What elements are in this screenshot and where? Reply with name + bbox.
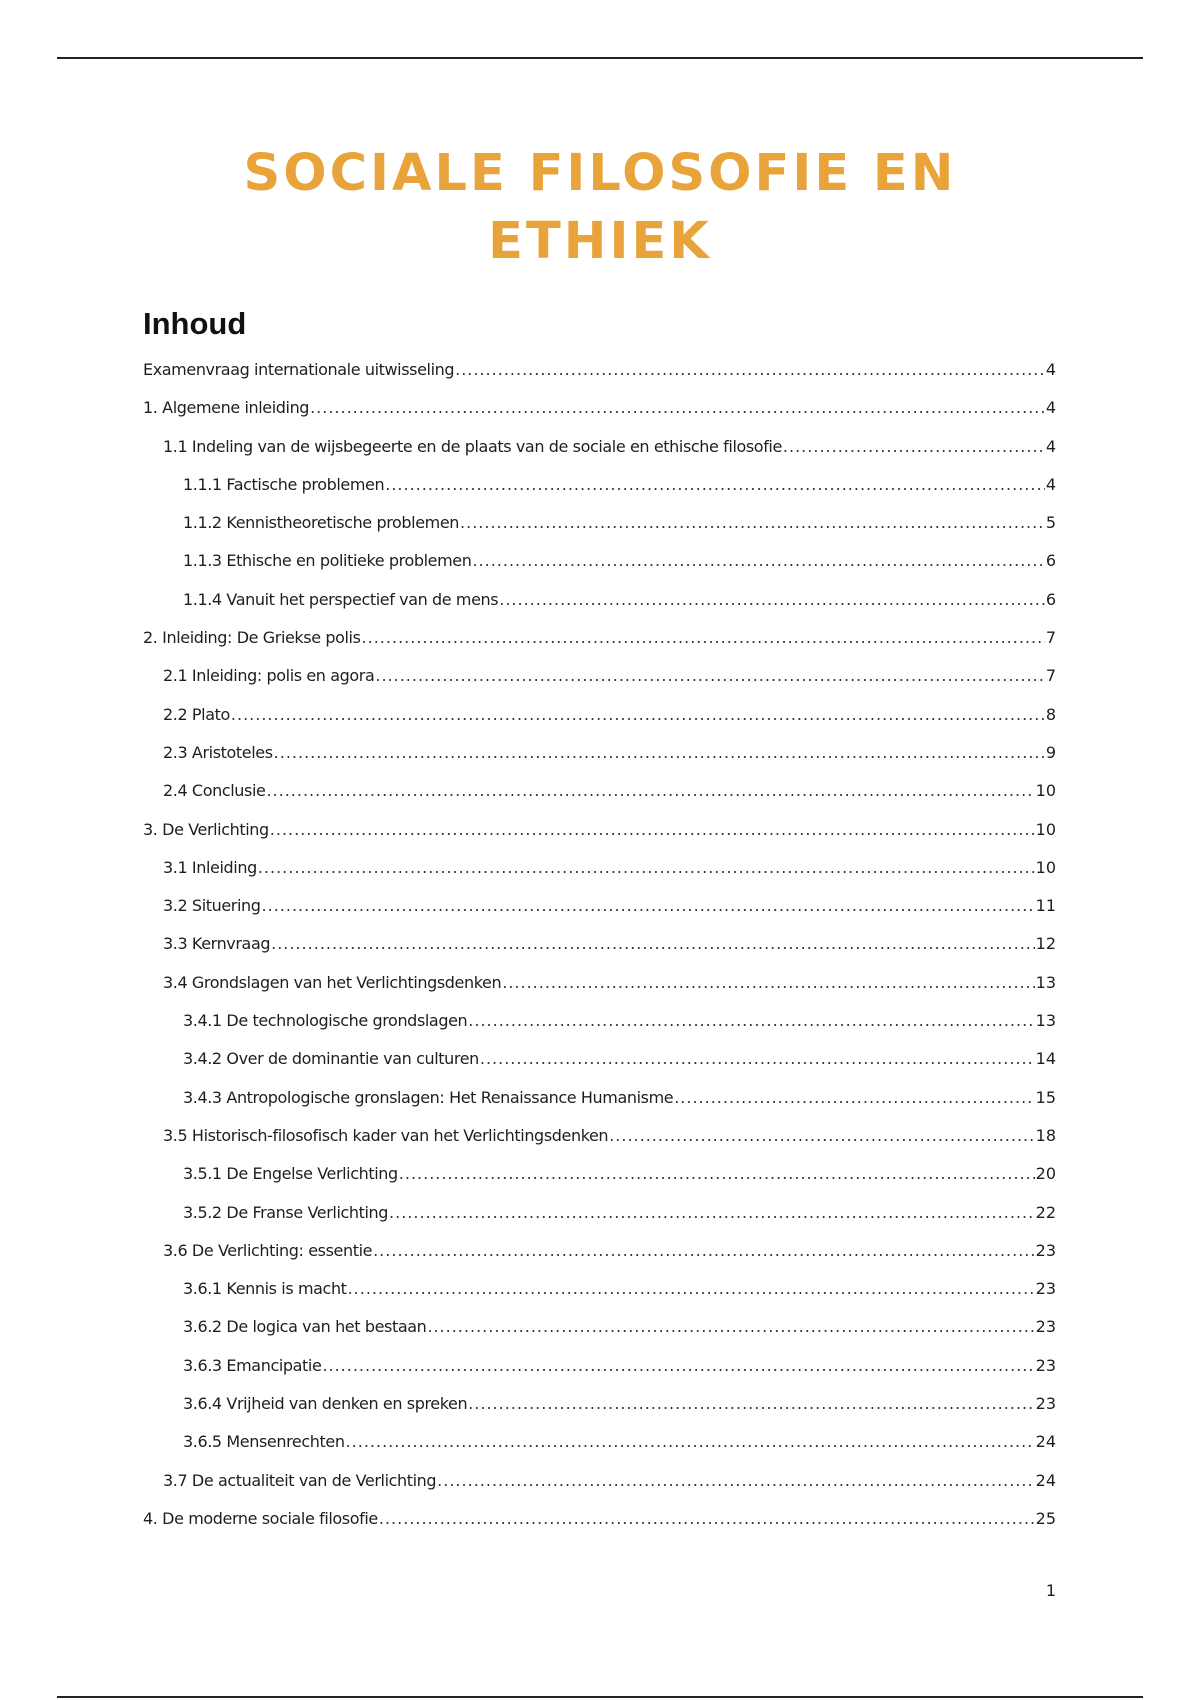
toc-entry-page[interactable]: 10: [1035, 819, 1056, 839]
toc-entry-page[interactable]: 25: [1035, 1508, 1056, 1528]
toc-entry-title[interactable]: 1.1.3 Ethische en politieke problemen: [183, 551, 472, 571]
footer-rule: [57, 1696, 1143, 1698]
toc-entry-page[interactable]: 9: [1045, 742, 1056, 762]
toc-dot-leader: [674, 1087, 1034, 1109]
toc-entry-page[interactable]: 6: [1045, 551, 1056, 571]
toc-entry-page[interactable]: 23: [1035, 1317, 1056, 1337]
toc-entry-page[interactable]: 4: [1045, 360, 1056, 379]
toc-dot-leader: [480, 1048, 1035, 1070]
toc-entry-title[interactable]: 1.1.2 Kennistheoretische problemen: [183, 513, 460, 533]
toc-entry[interactable]: [143, 589, 1056, 627]
toc-dot-leader: [609, 1125, 1034, 1147]
toc-dot-leader: [468, 1393, 1034, 1415]
toc-dot-leader: [270, 819, 1035, 841]
toc-dot-leader: [385, 474, 1045, 496]
toc-entry-page[interactable]: 8: [1045, 704, 1056, 724]
toc-entry-title[interactable]: 2.1 Inleiding: polis en agora: [163, 666, 375, 686]
toc-heading: Inhoud: [143, 306, 247, 341]
toc-entry-page[interactable]: 24: [1035, 1470, 1056, 1490]
toc-entry-title[interactable]: 1.1.4 Vanuit het perspectief van de mens: [183, 589, 499, 609]
toc-entry-page[interactable]: 23: [1035, 1355, 1056, 1375]
toc-entry-page[interactable]: 13: [1035, 972, 1056, 992]
toc-dot-leader: [499, 589, 1045, 611]
toc-entry-title[interactable]: 3.4 Grondslagen van het Verlichtingsdenken: [163, 972, 502, 992]
toc-dot-leader: [437, 1470, 1034, 1492]
toc-dot-leader: [472, 550, 1044, 572]
toc-entry[interactable]: [143, 1087, 1056, 1125]
toc-entry[interactable]: [143, 512, 1056, 550]
toc-entry-page[interactable]: 22: [1035, 1202, 1056, 1222]
toc-entry-page[interactable]: 23: [1035, 1240, 1056, 1260]
toc-entry-page[interactable]: 4: [1045, 436, 1056, 456]
toc-entry[interactable]: [143, 1508, 1056, 1546]
toc-dot-leader: [322, 1355, 1034, 1377]
toc-dot-leader: [274, 742, 1045, 764]
toc-entry-title[interactable]: 3.5.1 De Engelse Verlichting: [183, 1164, 398, 1184]
toc-entry-page[interactable]: 11: [1035, 896, 1056, 916]
toc-entry-title[interactable]: 1.1 Indeling van de wijsbegeerte en de plaats van de sociale en ethische filosofie: [163, 436, 782, 456]
toc-dot-leader: [271, 933, 1035, 955]
toc-dot-leader: [310, 397, 1045, 419]
toc-entry[interactable]: [143, 819, 1056, 857]
toc-dot-leader: [262, 895, 1035, 917]
toc-dot-leader: [399, 1163, 1035, 1185]
toc-entry-page[interactable]: 23: [1035, 1279, 1056, 1299]
toc-entry-title[interactable]: 3.6 De Verlichting: essentie: [163, 1240, 373, 1260]
toc-entry[interactable]: [143, 397, 1056, 435]
toc-entry-page[interactable]: 14: [1035, 1049, 1056, 1069]
toc-entry-title[interactable]: 3.6.3 Emancipatie: [183, 1355, 322, 1375]
toc-entry-page[interactable]: 10: [1035, 857, 1056, 877]
toc-entry[interactable]: [143, 1470, 1056, 1508]
toc-entry-title[interactable]: 3.6.5 Mensenrechten: [183, 1432, 345, 1452]
toc-entry-title[interactable]: 3.5 Historisch-filosofisch kader van het Verlichtingsdenken: [163, 1125, 609, 1145]
toc-entry-title[interactable]: 3.5.2 De Franse Verlichting: [183, 1202, 389, 1222]
toc-dot-leader: [373, 1240, 1035, 1262]
title-line-1: SOCIALE FILOSOFIE EN: [243, 144, 957, 203]
toc-dot-leader: [783, 436, 1045, 458]
toc-entry-title[interactable]: 2.4 Conclusie: [163, 781, 266, 801]
toc-entry-title[interactable]: 3. De Verlichting: [143, 819, 269, 839]
title-line-2: ETHIEK: [488, 212, 712, 271]
toc-entry[interactable]: [143, 1316, 1056, 1354]
toc-dot-leader: [258, 857, 1035, 879]
toc-entry[interactable]: [143, 1355, 1056, 1393]
toc-entry-title[interactable]: 3.6.2 De logica van het bestaan: [183, 1317, 427, 1337]
toc-entry[interactable]: [143, 1431, 1056, 1469]
toc-entry[interactable]: [143, 857, 1056, 895]
toc-entry-title[interactable]: 2. Inleiding: De Griekse polis: [143, 628, 361, 648]
toc-entry-title[interactable]: 3.1 Inleiding: [163, 857, 257, 877]
toc-dot-leader: [346, 1431, 1035, 1453]
toc-entry-page[interactable]: 23: [1035, 1394, 1056, 1414]
toc-entry[interactable]: [143, 1163, 1056, 1201]
toc-dot-leader: [379, 1508, 1035, 1530]
toc-dot-leader: [427, 1316, 1034, 1338]
toc-dot-leader: [460, 512, 1045, 534]
toc-entry[interactable]: [143, 933, 1056, 971]
toc-dot-leader: [455, 359, 1045, 381]
toc-entry[interactable]: [143, 1393, 1056, 1431]
toc-entry[interactable]: [143, 704, 1056, 742]
toc-entry-page[interactable]: 7: [1045, 628, 1056, 648]
toc-entry-title[interactable]: 2.2 Plato: [163, 704, 230, 724]
toc-entry-page[interactable]: 12: [1035, 934, 1056, 954]
header-rule: [57, 57, 1143, 59]
toc-entry-page[interactable]: 5: [1045, 513, 1056, 533]
toc-entry-page[interactable]: 18: [1035, 1125, 1056, 1145]
toc-entry-title[interactable]: 2.3 Aristoteles: [163, 742, 273, 762]
toc-dot-leader: [231, 704, 1045, 726]
toc-dot-leader: [348, 1278, 1035, 1300]
page-number: 1: [1045, 1581, 1056, 1600]
toc-entry-title[interactable]: 4. De moderne sociale filosofie: [143, 1508, 378, 1528]
toc-entry[interactable]: [143, 1048, 1056, 1086]
toc-entry-title[interactable]: Examenvraag internationale uitwisseling: [143, 360, 455, 379]
toc-entry[interactable]: [143, 436, 1056, 474]
toc-dot-leader: [375, 665, 1044, 687]
toc-entry-title[interactable]: 3.4.3 Antropologische gronslagen: Het Renaissance Humanisme: [183, 1087, 674, 1107]
toc-dot-leader: [362, 627, 1045, 649]
toc-entry[interactable]: [143, 1010, 1056, 1048]
toc-entry-page[interactable]: 4: [1045, 474, 1056, 494]
toc-entry-page[interactable]: 15: [1035, 1087, 1056, 1107]
document-title: [200, 140, 1000, 276]
toc-entry[interactable]: [143, 359, 1056, 397]
toc-entry[interactable]: [143, 1278, 1056, 1316]
toc-entry-title[interactable]: 3.2 Situering: [163, 896, 261, 916]
toc-entry-title[interactable]: 1. Algemene inleiding: [143, 398, 310, 418]
toc-entry[interactable]: [143, 780, 1056, 818]
toc-entry-title[interactable]: 3.4.1 De technologische grondslagen: [183, 1011, 468, 1031]
toc-dot-leader: [389, 1202, 1035, 1224]
toc-entry-title[interactable]: 3.3 Kernvraag: [163, 934, 271, 954]
toc-entry[interactable]: [143, 627, 1056, 665]
toc-entry-page[interactable]: 7: [1045, 666, 1056, 686]
toc-entry-title[interactable]: 3.7 De actualiteit van de Verlichting: [163, 1470, 437, 1490]
table-of-contents: [143, 359, 1056, 1546]
toc-entry[interactable]: [143, 1125, 1056, 1163]
toc-dot-leader: [468, 1010, 1034, 1032]
toc-entry-page[interactable]: 20: [1035, 1164, 1056, 1184]
toc-entry-page[interactable]: 10: [1035, 781, 1056, 801]
toc-entry[interactable]: [143, 972, 1056, 1010]
toc-entry[interactable]: [143, 1240, 1056, 1278]
toc-dot-leader: [266, 780, 1034, 802]
toc-entry[interactable]: [143, 1202, 1056, 1240]
toc-entry-page[interactable]: 6: [1045, 589, 1056, 609]
toc-entry-page[interactable]: 24: [1035, 1432, 1056, 1452]
toc-entry-title[interactable]: 1.1.1 Factische problemen: [183, 474, 385, 494]
toc-entry-title[interactable]: 3.4.2 Over de dominantie van culturen: [183, 1049, 479, 1069]
toc-entry-page[interactable]: 4: [1045, 398, 1056, 418]
toc-entry[interactable]: [143, 665, 1056, 703]
toc-entry-page[interactable]: 13: [1035, 1011, 1056, 1031]
toc-entry[interactable]: [143, 474, 1056, 512]
toc-entry[interactable]: [143, 895, 1056, 933]
toc-entry[interactable]: [143, 742, 1056, 780]
toc-entry-title[interactable]: 3.6.4 Vrijheid van denken en spreken: [183, 1394, 468, 1414]
toc-dot-leader: [502, 972, 1034, 994]
toc-entry-title[interactable]: 3.6.1 Kennis is macht: [183, 1279, 347, 1299]
toc-entry[interactable]: [143, 550, 1056, 588]
